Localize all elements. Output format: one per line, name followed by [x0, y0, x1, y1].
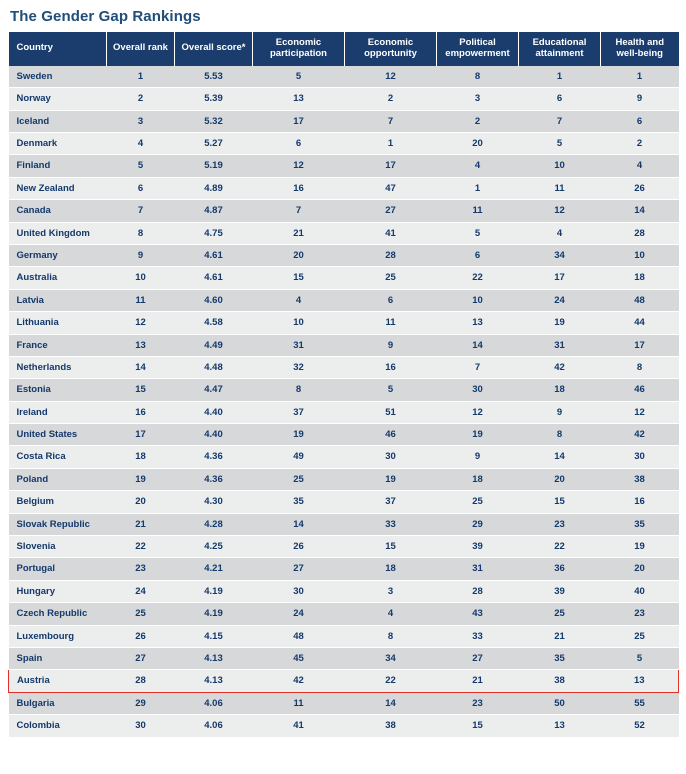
cell-overall-score: 4.06 — [175, 692, 253, 714]
table-row — [9, 580, 679, 602]
cell-economic-participation: 24 — [253, 603, 345, 625]
table-row — [9, 513, 679, 535]
column-header-educational-attainment: Educational attainment — [519, 32, 601, 66]
cell-health-wellbeing: 5 — [601, 648, 679, 670]
cell-economic-opportunity: 33 — [345, 513, 437, 535]
cell-political-empowerment: 10 — [437, 289, 519, 311]
cell-country: Netherlands — [9, 356, 107, 378]
cell-economic-opportunity: 27 — [345, 200, 437, 222]
cell-educational-attainment: 39 — [519, 580, 601, 602]
cell-economic-participation: 4 — [253, 289, 345, 311]
cell-overall-rank: 16 — [107, 401, 175, 423]
table-row — [9, 267, 679, 289]
table-row — [9, 110, 679, 132]
cell-overall-score: 4.19 — [175, 603, 253, 625]
cell-country: Spain — [9, 648, 107, 670]
table-body — [9, 66, 679, 737]
table-row — [9, 312, 679, 334]
cell-overall-rank: 19 — [107, 468, 175, 490]
cell-educational-attainment: 24 — [519, 289, 601, 311]
cell-economic-opportunity: 4 — [345, 603, 437, 625]
cell-political-empowerment: 30 — [437, 379, 519, 401]
cell-country: Hungary — [9, 580, 107, 602]
cell-overall-score: 4.36 — [175, 446, 253, 468]
cell-political-empowerment: 27 — [437, 648, 519, 670]
cell-overall-rank: 2 — [107, 88, 175, 110]
column-header-overall-score: Overall score* — [175, 32, 253, 66]
cell-country: Norway — [9, 88, 107, 110]
cell-educational-attainment: 14 — [519, 446, 601, 468]
cell-overall-score: 4.36 — [175, 468, 253, 490]
cell-economic-opportunity: 47 — [345, 177, 437, 199]
cell-economic-participation: 32 — [253, 356, 345, 378]
cell-overall-score: 4.40 — [175, 424, 253, 446]
cell-political-empowerment: 14 — [437, 334, 519, 356]
table-row — [9, 491, 679, 513]
cell-political-empowerment: 18 — [437, 468, 519, 490]
table-row — [9, 356, 679, 378]
cell-economic-participation: 14 — [253, 513, 345, 535]
cell-country: Sweden — [9, 66, 107, 88]
table-row — [9, 289, 679, 311]
column-header-overall-rank: Overall rank — [107, 32, 175, 66]
cell-country: France — [9, 334, 107, 356]
cell-overall-score: 5.27 — [175, 133, 253, 155]
cell-health-wellbeing: 48 — [601, 289, 679, 311]
cell-health-wellbeing: 38 — [601, 468, 679, 490]
table-row — [9, 670, 679, 692]
cell-political-empowerment: 3 — [437, 88, 519, 110]
cell-political-empowerment: 31 — [437, 558, 519, 580]
cell-political-empowerment: 21 — [437, 670, 519, 692]
cell-health-wellbeing: 28 — [601, 222, 679, 244]
cell-overall-score: 4.61 — [175, 267, 253, 289]
cell-overall-rank: 3 — [107, 110, 175, 132]
cell-educational-attainment: 1 — [519, 66, 601, 88]
cell-economic-opportunity: 19 — [345, 468, 437, 490]
cell-educational-attainment: 17 — [519, 267, 601, 289]
gender-gap-rankings-table — [8, 32, 679, 738]
cell-health-wellbeing: 18 — [601, 267, 679, 289]
cell-overall-rank: 14 — [107, 356, 175, 378]
cell-country: United Kingdom — [9, 222, 107, 244]
cell-political-empowerment: 23 — [437, 692, 519, 714]
cell-health-wellbeing: 20 — [601, 558, 679, 580]
cell-overall-score: 4.21 — [175, 558, 253, 580]
cell-political-empowerment: 12 — [437, 401, 519, 423]
cell-economic-participation: 16 — [253, 177, 345, 199]
cell-health-wellbeing: 46 — [601, 379, 679, 401]
cell-overall-rank: 24 — [107, 580, 175, 602]
cell-country: Canada — [9, 200, 107, 222]
cell-political-empowerment: 22 — [437, 267, 519, 289]
cell-overall-rank: 11 — [107, 289, 175, 311]
cell-overall-score: 4.28 — [175, 513, 253, 535]
cell-economic-opportunity: 25 — [345, 267, 437, 289]
cell-overall-rank: 22 — [107, 536, 175, 558]
cell-political-empowerment: 1 — [437, 177, 519, 199]
cell-country: Germany — [9, 244, 107, 266]
cell-country: Ireland — [9, 401, 107, 423]
cell-country: Finland — [9, 155, 107, 177]
cell-overall-rank: 18 — [107, 446, 175, 468]
cell-health-wellbeing: 10 — [601, 244, 679, 266]
cell-economic-participation: 31 — [253, 334, 345, 356]
cell-educational-attainment: 22 — [519, 536, 601, 558]
cell-political-empowerment: 20 — [437, 133, 519, 155]
cell-overall-rank: 9 — [107, 244, 175, 266]
table-row — [9, 648, 679, 670]
cell-economic-opportunity: 28 — [345, 244, 437, 266]
cell-political-empowerment: 13 — [437, 312, 519, 334]
cell-country: Czech Republic — [9, 603, 107, 625]
cell-economic-participation: 12 — [253, 155, 345, 177]
cell-overall-rank: 28 — [107, 670, 175, 692]
cell-country: Slovak Republic — [9, 513, 107, 535]
table-row — [9, 603, 679, 625]
cell-overall-rank: 12 — [107, 312, 175, 334]
cell-economic-opportunity: 2 — [345, 88, 437, 110]
cell-political-empowerment: 8 — [437, 66, 519, 88]
cell-economic-participation: 5 — [253, 66, 345, 88]
cell-educational-attainment: 11 — [519, 177, 601, 199]
column-header-political-empowerment: Political empowerment — [437, 32, 519, 66]
cell-overall-rank: 21 — [107, 513, 175, 535]
cell-political-empowerment: 33 — [437, 625, 519, 647]
cell-country: Portugal — [9, 558, 107, 580]
cell-educational-attainment: 5 — [519, 133, 601, 155]
cell-educational-attainment: 9 — [519, 401, 601, 423]
table-row — [9, 334, 679, 356]
cell-economic-participation: 15 — [253, 267, 345, 289]
cell-economic-opportunity: 41 — [345, 222, 437, 244]
cell-political-empowerment: 4 — [437, 155, 519, 177]
cell-overall-score: 4.47 — [175, 379, 253, 401]
cell-country: Slovenia — [9, 536, 107, 558]
cell-economic-opportunity: 5 — [345, 379, 437, 401]
cell-economic-opportunity: 8 — [345, 625, 437, 647]
table-row — [9, 177, 679, 199]
cell-economic-opportunity: 7 — [345, 110, 437, 132]
table-row — [9, 536, 679, 558]
cell-overall-rank: 1 — [107, 66, 175, 88]
table-row — [9, 692, 679, 714]
cell-overall-score: 4.13 — [175, 670, 253, 692]
cell-educational-attainment: 31 — [519, 334, 601, 356]
page-title: The Gender Gap Rankings — [10, 8, 201, 25]
cell-educational-attainment: 50 — [519, 692, 601, 714]
cell-economic-opportunity: 12 — [345, 66, 437, 88]
cell-health-wellbeing: 6 — [601, 110, 679, 132]
cell-educational-attainment: 36 — [519, 558, 601, 580]
cell-economic-participation: 37 — [253, 401, 345, 423]
cell-country: Bulgaria — [9, 692, 107, 714]
cell-economic-opportunity: 9 — [345, 334, 437, 356]
cell-country: New Zealand — [9, 177, 107, 199]
cell-health-wellbeing: 44 — [601, 312, 679, 334]
cell-overall-rank: 6 — [107, 177, 175, 199]
cell-educational-attainment: 19 — [519, 312, 601, 334]
cell-economic-participation: 30 — [253, 580, 345, 602]
table-row — [9, 88, 679, 110]
cell-economic-participation: 45 — [253, 648, 345, 670]
cell-overall-score: 4.48 — [175, 356, 253, 378]
cell-health-wellbeing: 16 — [601, 491, 679, 513]
cell-overall-score: 5.19 — [175, 155, 253, 177]
cell-overall-score: 4.61 — [175, 244, 253, 266]
cell-economic-opportunity: 46 — [345, 424, 437, 446]
cell-economic-opportunity: 51 — [345, 401, 437, 423]
cell-country: Austria — [9, 670, 107, 692]
cell-overall-rank: 20 — [107, 491, 175, 513]
cell-overall-rank: 25 — [107, 603, 175, 625]
cell-health-wellbeing: 14 — [601, 200, 679, 222]
cell-health-wellbeing: 30 — [601, 446, 679, 468]
cell-political-empowerment: 5 — [437, 222, 519, 244]
cell-country: Costa Rica — [9, 446, 107, 468]
cell-economic-opportunity: 16 — [345, 356, 437, 378]
cell-health-wellbeing: 2 — [601, 133, 679, 155]
cell-overall-rank: 27 — [107, 648, 175, 670]
cell-economic-opportunity: 38 — [345, 715, 437, 737]
cell-overall-rank: 29 — [107, 692, 175, 714]
cell-political-empowerment: 29 — [437, 513, 519, 535]
cell-overall-rank: 8 — [107, 222, 175, 244]
cell-country: Colombia — [9, 715, 107, 737]
cell-economic-opportunity: 17 — [345, 155, 437, 177]
cell-political-empowerment: 6 — [437, 244, 519, 266]
cell-economic-participation: 10 — [253, 312, 345, 334]
cell-educational-attainment: 4 — [519, 222, 601, 244]
cell-educational-attainment: 8 — [519, 424, 601, 446]
cell-educational-attainment: 7 — [519, 110, 601, 132]
cell-overall-rank: 17 — [107, 424, 175, 446]
cell-health-wellbeing: 40 — [601, 580, 679, 602]
table-row — [9, 379, 679, 401]
cell-overall-score: 4.13 — [175, 648, 253, 670]
cell-educational-attainment: 10 — [519, 155, 601, 177]
cell-political-empowerment: 7 — [437, 356, 519, 378]
cell-economic-opportunity: 18 — [345, 558, 437, 580]
cell-country: Lithuania — [9, 312, 107, 334]
table-row — [9, 558, 679, 580]
cell-overall-score: 4.30 — [175, 491, 253, 513]
cell-educational-attainment: 15 — [519, 491, 601, 513]
cell-overall-rank: 13 — [107, 334, 175, 356]
cell-economic-participation: 42 — [253, 670, 345, 692]
cell-country: Belgium — [9, 491, 107, 513]
cell-overall-score: 4.60 — [175, 289, 253, 311]
cell-country: Latvia — [9, 289, 107, 311]
cell-educational-attainment: 25 — [519, 603, 601, 625]
table-row — [9, 200, 679, 222]
cell-overall-rank: 10 — [107, 267, 175, 289]
table-row — [9, 244, 679, 266]
cell-educational-attainment: 12 — [519, 200, 601, 222]
table-row — [9, 446, 679, 468]
cell-educational-attainment: 23 — [519, 513, 601, 535]
cell-overall-rank: 4 — [107, 133, 175, 155]
table-header — [9, 32, 679, 66]
cell-overall-score: 4.25 — [175, 536, 253, 558]
cell-economic-participation: 6 — [253, 133, 345, 155]
table-row — [9, 715, 679, 737]
cell-overall-rank: 26 — [107, 625, 175, 647]
cell-political-empowerment: 9 — [437, 446, 519, 468]
cell-educational-attainment: 35 — [519, 648, 601, 670]
cell-economic-opportunity: 3 — [345, 580, 437, 602]
table-row — [9, 155, 679, 177]
cell-health-wellbeing: 26 — [601, 177, 679, 199]
cell-overall-score: 4.58 — [175, 312, 253, 334]
cell-political-empowerment: 2 — [437, 110, 519, 132]
cell-health-wellbeing: 25 — [601, 625, 679, 647]
cell-health-wellbeing: 4 — [601, 155, 679, 177]
cell-educational-attainment: 18 — [519, 379, 601, 401]
cell-health-wellbeing: 52 — [601, 715, 679, 737]
table-row — [9, 222, 679, 244]
cell-economic-participation: 25 — [253, 468, 345, 490]
cell-economic-opportunity: 34 — [345, 648, 437, 670]
cell-health-wellbeing: 19 — [601, 536, 679, 558]
cell-educational-attainment: 13 — [519, 715, 601, 737]
cell-economic-opportunity: 15 — [345, 536, 437, 558]
cell-economic-opportunity: 14 — [345, 692, 437, 714]
cell-overall-rank: 23 — [107, 558, 175, 580]
cell-overall-rank: 5 — [107, 155, 175, 177]
cell-overall-score: 4.19 — [175, 580, 253, 602]
table-row — [9, 66, 679, 88]
cell-political-empowerment: 39 — [437, 536, 519, 558]
cell-educational-attainment: 34 — [519, 244, 601, 266]
cell-overall-score: 4.15 — [175, 625, 253, 647]
cell-country: Estonia — [9, 379, 107, 401]
cell-economic-participation: 7 — [253, 200, 345, 222]
cell-country: Denmark — [9, 133, 107, 155]
cell-political-empowerment: 15 — [437, 715, 519, 737]
cell-economic-participation: 26 — [253, 536, 345, 558]
cell-overall-score: 4.40 — [175, 401, 253, 423]
cell-economic-participation: 49 — [253, 446, 345, 468]
cell-educational-attainment: 42 — [519, 356, 601, 378]
cell-political-empowerment: 19 — [437, 424, 519, 446]
cell-health-wellbeing: 55 — [601, 692, 679, 714]
cell-country: Luxembourg — [9, 625, 107, 647]
cell-health-wellbeing: 23 — [601, 603, 679, 625]
cell-economic-participation: 27 — [253, 558, 345, 580]
cell-political-empowerment: 11 — [437, 200, 519, 222]
cell-economic-participation: 20 — [253, 244, 345, 266]
column-header-economic-opportunity: Economic opportunity — [345, 32, 437, 66]
cell-overall-score: 4.49 — [175, 334, 253, 356]
cell-overall-rank: 30 — [107, 715, 175, 737]
cell-health-wellbeing: 1 — [601, 66, 679, 88]
cell-country: Australia — [9, 267, 107, 289]
table-row — [9, 468, 679, 490]
cell-health-wellbeing: 12 — [601, 401, 679, 423]
cell-health-wellbeing: 9 — [601, 88, 679, 110]
cell-political-empowerment: 28 — [437, 580, 519, 602]
cell-country: United States — [9, 424, 107, 446]
table-row — [9, 133, 679, 155]
cell-overall-score: 5.39 — [175, 88, 253, 110]
cell-overall-rank: 7 — [107, 200, 175, 222]
cell-overall-score: 4.75 — [175, 222, 253, 244]
cell-educational-attainment: 6 — [519, 88, 601, 110]
cell-health-wellbeing: 17 — [601, 334, 679, 356]
cell-economic-opportunity: 6 — [345, 289, 437, 311]
table-row — [9, 625, 679, 647]
table-row — [9, 401, 679, 423]
cell-health-wellbeing: 8 — [601, 356, 679, 378]
cell-educational-attainment: 38 — [519, 670, 601, 692]
cell-country: Poland — [9, 468, 107, 490]
cell-overall-rank: 15 — [107, 379, 175, 401]
cell-educational-attainment: 20 — [519, 468, 601, 490]
cell-economic-participation: 35 — [253, 491, 345, 513]
table-row — [9, 424, 679, 446]
column-header-country: Country — [9, 32, 107, 66]
table-header-row — [9, 32, 679, 66]
cell-health-wellbeing: 35 — [601, 513, 679, 535]
cell-economic-participation: 21 — [253, 222, 345, 244]
column-header-economic-participation: Economic participation — [253, 32, 345, 66]
cell-health-wellbeing: 13 — [601, 670, 679, 692]
cell-political-empowerment: 43 — [437, 603, 519, 625]
cell-economic-opportunity: 22 — [345, 670, 437, 692]
cell-economic-opportunity: 1 — [345, 133, 437, 155]
cell-economic-opportunity: 11 — [345, 312, 437, 334]
cell-overall-score: 4.06 — [175, 715, 253, 737]
cell-economic-participation: 17 — [253, 110, 345, 132]
column-header-health-wellbeing: Health and well-being — [601, 32, 679, 66]
cell-overall-score: 5.32 — [175, 110, 253, 132]
cell-overall-score: 5.53 — [175, 66, 253, 88]
cell-economic-opportunity: 30 — [345, 446, 437, 468]
cell-economic-participation: 11 — [253, 692, 345, 714]
cell-economic-opportunity: 37 — [345, 491, 437, 513]
cell-country: Iceland — [9, 110, 107, 132]
cell-overall-score: 4.89 — [175, 177, 253, 199]
cell-overall-score: 4.87 — [175, 200, 253, 222]
cell-economic-participation: 41 — [253, 715, 345, 737]
cell-economic-participation: 13 — [253, 88, 345, 110]
cell-economic-participation: 19 — [253, 424, 345, 446]
cell-educational-attainment: 21 — [519, 625, 601, 647]
cell-political-empowerment: 25 — [437, 491, 519, 513]
cell-economic-participation: 8 — [253, 379, 345, 401]
cell-health-wellbeing: 42 — [601, 424, 679, 446]
cell-economic-participation: 48 — [253, 625, 345, 647]
